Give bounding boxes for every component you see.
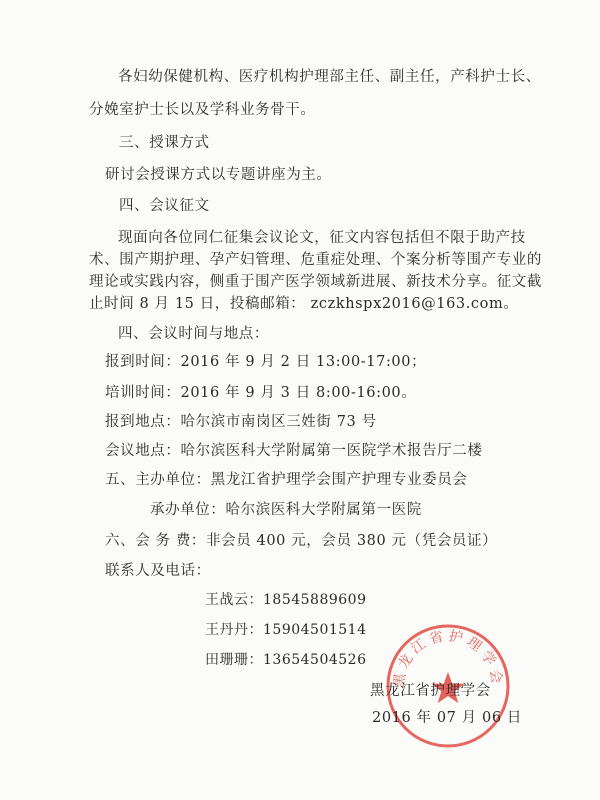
signature-organization: 黑龙江省护理学会 <box>370 683 491 699</box>
registration-time: 报到时间：2016 年 9 月 2 日 13:00-17:00； <box>105 354 427 370</box>
contact-heading: 联系人及电话： <box>105 563 211 579</box>
contact-item: 田珊珊：13654504526 <box>205 652 367 668</box>
section-heading-teaching-method: 三、授课方式 <box>119 135 210 151</box>
text-line-7: 术、围产期护理、孕产妇管理、危重症处理、个案分析等围产专业的 <box>89 252 542 268</box>
text-line-2: 分娩室护士长以及学科业务骨干。 <box>89 102 316 118</box>
text-line-9: 止时间 8 月 15 日，投稿邮箱： zczkhspx2016@163.com。 <box>89 296 519 312</box>
section-heading-call-for-papers: 四、会议征文 <box>119 198 210 214</box>
conference-fee: 六、会 务 费：非会员 400 元，会员 380 元（凭会员证） <box>105 533 498 549</box>
co-organizer: 承办单位：哈尔滨医科大学附属第一医院 <box>150 502 422 518</box>
text-line-4: 研讨会授课方式以专题讲座为主。 <box>105 167 332 183</box>
svg-text:黑龙江省护理学会: 黑龙江省护理学会 <box>391 628 505 689</box>
contact-item: 王丹丹：15904501514 <box>205 622 367 638</box>
text-line-1: 各妇幼保健机构、医疗机构护理部主任、副主任，产科护士长、 <box>118 69 541 85</box>
section-heading-time-place: 四、会议时间与地点： <box>118 326 269 342</box>
registration-place: 报到地点：哈尔滨市南岗区三姓街 73 号 <box>105 414 377 430</box>
training-time: 培训时间：2016 年 9 月 3 日 8:00-16:00。 <box>105 385 417 401</box>
signature-date: 2016 年 07 月 06 日 <box>372 710 522 726</box>
organizer: 五、主办单位：黑龙江省护理学会围产护理专业委员会 <box>105 472 468 488</box>
text-line-8: 理论或实践内容，侧重于围产医学领域新进展、新技术分享。征文截 <box>89 274 542 290</box>
text-line-6: 现面向各位同仁征集会议论文，征文内容包括但不限于助产技 <box>118 230 526 246</box>
meeting-place: 会议地点：哈尔滨医科大学附属第一医院学术报告厅二楼 <box>105 443 483 459</box>
contact-item: 王战云：18545889609 <box>205 592 367 608</box>
